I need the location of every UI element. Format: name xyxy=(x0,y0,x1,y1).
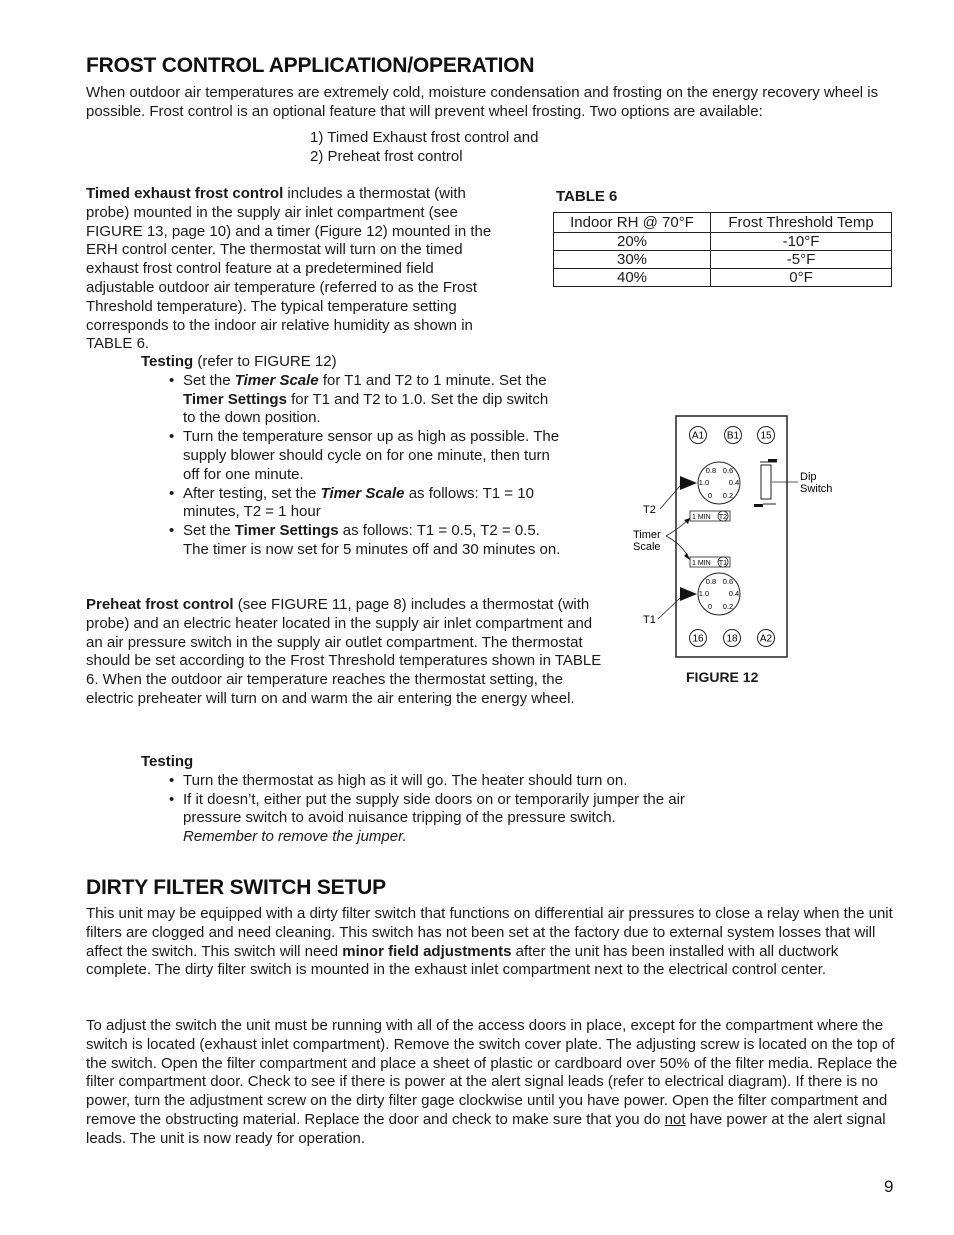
svg-text:0.6: 0.6 xyxy=(722,466,734,475)
callout-dip-switch xyxy=(800,471,832,495)
figure-12-caption: FIGURE 12 xyxy=(686,669,759,685)
svg-text:T1: T1 xyxy=(718,560,728,567)
terminal-top-15 xyxy=(758,427,775,444)
table-cell: 20% xyxy=(554,233,711,251)
timer-housing xyxy=(676,416,787,657)
testing-preheat-list xyxy=(169,772,729,847)
svg-text:18: 18 xyxy=(726,633,738,645)
svg-text:T2: T2 xyxy=(643,504,656,516)
svg-text:0.8: 0.8 xyxy=(705,466,717,475)
table-cell: 40% xyxy=(554,269,711,287)
svg-text:T2: T2 xyxy=(718,514,728,521)
testing-ref: (refer to FIGURE 12) xyxy=(193,353,337,370)
table-header-cell: Indoor RH @ 70°F xyxy=(554,213,711,233)
table-cell: 30% xyxy=(554,251,711,269)
timed-exhaust-body: includes a thermostat (with probe) mounted in the supply air inlet compartment (see FIGURE 13, page 10) and a timer (Figure 12) mounted in the ERH control center. The thermostat will turn on the timed exhaust frost control feature at a predetermined field adjustable outdoor air temperature (referred to as the Frost Threshold temperature). The typical temperature setting corresponds to the indoor air relative humidity as shown in TABLE 6. xyxy=(86,185,492,353)
list-item: • Turn the thermostat as high as it will go. The heater should turn on. xyxy=(169,772,729,791)
svg-text:Timer: Timer xyxy=(633,529,661,541)
svg-text:16: 16 xyxy=(692,633,704,645)
table-cell: -5°F xyxy=(711,251,892,269)
svg-text:0.4: 0.4 xyxy=(728,589,740,598)
figure-12-timer-diagram xyxy=(620,410,860,670)
testing-preheat-heading: Testing xyxy=(141,753,194,770)
list-item: • Turn the temperature sensor up as high as possible. The supply blower should cycle on for one minute, then turn off for one minute. xyxy=(169,428,561,484)
svg-text:0.2: 0.2 xyxy=(722,602,734,611)
option-2: 2) Preheat frost control xyxy=(310,147,463,165)
svg-text:T1: T1 xyxy=(643,614,656,626)
table-cell: 0°F xyxy=(711,269,892,287)
list-item: • If it doesn’t, either put the supply side doors on or temporarily jumper the air pressure switch to avoid nuisance tripping of the pressure switch. Remember to remove the jumper. xyxy=(169,791,729,847)
dip-switch xyxy=(754,459,798,507)
table-caption: TABLE 6 xyxy=(556,188,618,205)
list-item: • Set the Timer Scale for T1 and T2 to 1 minute. Set the Timer Settings for T1 and T2 to 1.0. Set the dip switch to the down position. xyxy=(169,372,561,428)
table-cell: -10°F xyxy=(711,233,892,251)
svg-text:0.8: 0.8 xyxy=(705,577,717,586)
table-row xyxy=(554,233,892,251)
terminal-bottom-16 xyxy=(690,630,707,647)
table-header-cell: Frost Threshold Temp xyxy=(711,213,892,233)
dirty-filter-paragraph-2: To adjust the switch the unit must be running with all of the access doors in place, except for the compartment where the switch is located (exhaust inlet compartment). Remove the switch cover plate. The adjusting screw is located on the top of the switch. Open the filter compartment and place a sheet of plastic or cardboard over 50% of the filter media. Replace the filter compartment door. Check to see if there is power at the alert signal leads (refer to electrical diagram). If there is no power, turn the adjustment screw on the dirty filter gage clockwise until you have power. Open the filter compartment and remove the obstructing material. Replace the door and check to make sure that you do not have power at the alert signal leads. The unit is now ready for operation. xyxy=(86,1017,898,1147)
svg-text:1.0: 1.0 xyxy=(698,589,710,598)
intro-paragraph: When outdoor air temperatures are extremely cold, moisture condensation and frosting on the energy recovery wheel is possible. Frost control is an optional feature that will prevent wheel frosting. Two options are available: xyxy=(86,84,879,120)
svg-text:1.0: 1.0 xyxy=(698,478,710,487)
preheat-paragraph xyxy=(86,596,602,709)
testing-preheat-block xyxy=(141,753,741,847)
svg-text:0.6: 0.6 xyxy=(722,577,734,586)
testing-timed-block xyxy=(141,353,581,560)
svg-text:A1: A1 xyxy=(691,430,705,442)
section-title-dirty-filter: DIRTY FILTER SWITCH SETUP xyxy=(86,876,386,899)
svg-text:0: 0 xyxy=(707,602,713,611)
svg-text:0.2: 0.2 xyxy=(722,491,734,500)
section-title-frost-control: FROST CONTROL APPLICATION/OPERATION xyxy=(86,54,535,77)
table-6 xyxy=(553,212,892,287)
option-1: 1) Timed Exhaust frost control and xyxy=(310,129,539,146)
svg-text:1 MIN: 1 MIN xyxy=(692,514,711,521)
table-row xyxy=(554,269,892,287)
dirty-filter-paragraph-1: This unit may be equipped with a dirty filter switch that functions on differential air pressures to close a relay when the unit filters are clogged and need cleaning. This switch has not been set at the factory due to external system losses that will affect the switch. This switch will need minor field adjustments after the unit has been installed with all ductwork complete. The dirty filter switch is mounted in the exhaust inlet compartment next to the electrical control center. xyxy=(86,905,893,979)
testing-timed-heading xyxy=(141,353,581,372)
terminal-top-b1 xyxy=(725,427,742,444)
terminal-bottom-a2 xyxy=(758,630,775,647)
options-list xyxy=(310,129,538,167)
callout-timer-scale xyxy=(633,518,690,560)
callout-t2 xyxy=(643,486,680,516)
svg-text:1 MIN: 1 MIN xyxy=(692,560,711,567)
timed-exhaust-paragraph xyxy=(86,185,506,354)
callout-t1 xyxy=(643,598,680,626)
dial-t2 xyxy=(680,462,740,504)
page-number: 9 xyxy=(884,1177,894,1196)
terminal-bottom-18 xyxy=(724,630,741,647)
list-item: • After testing, set the Timer Scale as follows: T1 = 10 minutes, T2 = 1 hour xyxy=(169,485,561,523)
list-item: • Set the Timer Settings as follows: T1 = 0.5, T2 = 0.5. The timer is now set for 5 minutes off and 30 minutes on. xyxy=(169,522,561,560)
svg-text:A2: A2 xyxy=(759,633,773,645)
svg-text:Dip: Dip xyxy=(800,471,817,483)
timed-exhaust-lead: Timed exhaust frost control xyxy=(86,185,284,202)
testing-timed-list xyxy=(169,372,561,560)
table-row xyxy=(554,251,892,269)
dial-t1 xyxy=(680,573,740,615)
preheat-body: (see FIGURE 11, page 8) includes a thermostat (with probe) and an electric heater located in the supply air inlet compartment and an air pressure switch in the supply air outlet compartment. The thermostat should be set according to the Frost Threshold temperatures shown in TABLE 6. When the outdoor air temperature reaches the thermostat setting, the electric preheater will turn on and warm the air entering the energy wheel. xyxy=(86,596,602,707)
testing-lead: Testing xyxy=(141,353,194,370)
terminal-top-a1 xyxy=(690,427,707,444)
svg-text:0.4: 0.4 xyxy=(728,478,740,487)
scale-t1 xyxy=(690,557,730,567)
table-header-row xyxy=(554,213,892,233)
svg-text:Scale: Scale xyxy=(633,541,661,553)
svg-text:Switch: Switch xyxy=(800,483,833,495)
svg-text:B1: B1 xyxy=(726,430,740,442)
svg-text:15: 15 xyxy=(760,430,772,442)
svg-text:0: 0 xyxy=(707,491,713,500)
preheat-lead: Preheat frost control xyxy=(86,596,234,613)
scale-t2 xyxy=(690,511,730,521)
